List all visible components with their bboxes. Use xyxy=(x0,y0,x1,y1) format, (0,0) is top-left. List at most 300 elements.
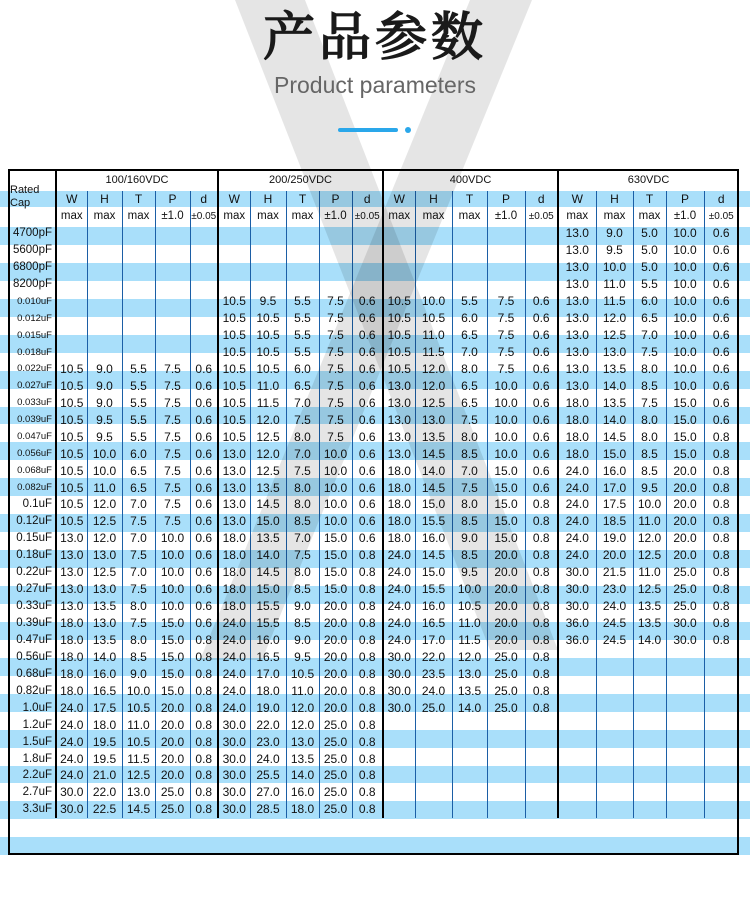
dimension-cell: 18.0 xyxy=(218,530,250,547)
dimension-cell: 0.8 xyxy=(704,615,738,632)
dimension-cell: 7.5 xyxy=(155,479,190,496)
dimension-cell: 30.0 xyxy=(218,750,250,767)
dimension-cell: 20.0 xyxy=(155,699,190,716)
dimension-cell xyxy=(190,344,218,361)
dimension-cell: 0.6 xyxy=(525,310,558,327)
dimension-cell: 0.8 xyxy=(525,615,558,632)
dimension-cell: 7.5 xyxy=(319,344,352,361)
dimension-cell xyxy=(452,276,487,293)
dimension-cell: 10.0 xyxy=(666,259,704,276)
tolerance-label: max xyxy=(218,207,250,225)
capacitor-spec-table xyxy=(8,169,738,818)
dimension-cell: 15.0 xyxy=(155,648,190,665)
decorative-bar xyxy=(338,128,398,132)
dimension-cell: 6.5 xyxy=(452,377,487,394)
dimension-label: W xyxy=(56,191,87,207)
dimension-cell: 24.0 xyxy=(56,699,87,716)
dimension-cell: 0.6 xyxy=(352,411,383,428)
dimension-cell: 5.5 xyxy=(286,293,319,310)
dimension-cell: 15.0 xyxy=(250,581,286,598)
table-row xyxy=(8,479,738,496)
dimension-cell xyxy=(558,801,596,818)
dimension-cell: 0.8 xyxy=(525,665,558,682)
rated-cap-cell: 0.010uF xyxy=(17,295,52,307)
dimension-cell: 10.5 xyxy=(56,479,87,496)
dimension-cell: 27.0 xyxy=(250,784,286,801)
dimension-cell: 0.6 xyxy=(704,225,738,242)
dimension-cell xyxy=(250,242,286,259)
dimension-cell: 10.5 xyxy=(122,699,155,716)
dimension-cell: 25.0 xyxy=(319,784,352,801)
dimension-cell: 0.8 xyxy=(190,784,218,801)
dimension-cell xyxy=(122,225,155,242)
dimension-cell: 0.6 xyxy=(190,377,218,394)
dimension-cell: 15.5 xyxy=(250,615,286,632)
dimension-cell: 13.0 xyxy=(218,513,250,530)
dimension-cell: 12.0 xyxy=(415,361,452,378)
dimension-cell: 0.6 xyxy=(525,361,558,378)
dimension-cell: 10.5 xyxy=(383,327,415,344)
dimension-cell xyxy=(155,327,190,344)
dimension-cell: 30.0 xyxy=(383,699,415,716)
dimension-cell xyxy=(250,276,286,293)
dimension-cell: 12.5 xyxy=(122,767,155,784)
dimension-cell: 0.6 xyxy=(525,428,558,445)
dimension-cell xyxy=(633,750,666,767)
dimension-cell: 9.5 xyxy=(633,479,666,496)
dimension-cell: 0.8 xyxy=(704,598,738,615)
dimension-cell: 8.0 xyxy=(633,411,666,428)
dimension-cell xyxy=(56,344,87,361)
dimension-cell: 17.5 xyxy=(596,496,633,513)
dimension-cell: 8.0 xyxy=(286,479,319,496)
dimension-cell: 24.0 xyxy=(218,632,250,649)
dimension-cell: 24.0 xyxy=(558,479,596,496)
dimension-cell: 8.0 xyxy=(633,428,666,445)
dimension-cell: 25.0 xyxy=(155,801,190,818)
dimension-cell: 25.0 xyxy=(319,750,352,767)
dimension-cell: 0.6 xyxy=(352,293,383,310)
dimension-cell: 7.5 xyxy=(487,344,525,361)
dimension-cell: 13.5 xyxy=(415,428,452,445)
dimension-cell xyxy=(250,259,286,276)
dimension-cell: 7.5 xyxy=(122,513,155,530)
dimension-cell: 13.0 xyxy=(558,310,596,327)
dimension-cell: 0.8 xyxy=(190,750,218,767)
dimension-cell: 10.5 xyxy=(218,377,250,394)
dimension-cell: 11.5 xyxy=(596,293,633,310)
dimension-cell: 30.0 xyxy=(56,801,87,818)
dimension-cell: 13.0 xyxy=(286,733,319,750)
rated-cap-header: Rated Cap xyxy=(10,184,40,209)
dimension-cell xyxy=(415,801,452,818)
dimension-cell: 0.8 xyxy=(352,665,383,682)
dimension-cell: 5.5 xyxy=(122,428,155,445)
dimension-cell: 15.0 xyxy=(319,547,352,564)
dimension-cell: 0.6 xyxy=(190,564,218,581)
dimension-cell: 5.5 xyxy=(122,361,155,378)
dimension-cell: 15.0 xyxy=(155,632,190,649)
dimension-cell xyxy=(122,276,155,293)
dimension-cell: 0.8 xyxy=(352,716,383,733)
dimension-cell: 10.5 xyxy=(383,293,415,310)
dimension-cell xyxy=(190,327,218,344)
dimension-cell: 7.5 xyxy=(155,462,190,479)
dimension-cell: 13.5 xyxy=(633,598,666,615)
dimension-cell: 0.8 xyxy=(190,716,218,733)
dimension-cell: 25.0 xyxy=(319,733,352,750)
dimension-header-row xyxy=(8,191,738,207)
dimension-label: W xyxy=(383,191,415,207)
dimension-cell xyxy=(415,716,452,733)
dimension-cell: 36.0 xyxy=(558,615,596,632)
dimension-cell: 10.0 xyxy=(155,530,190,547)
dimension-cell: 0.6 xyxy=(190,598,218,615)
dimension-cell: 12.5 xyxy=(87,564,122,581)
tolerance-label: ±1.0 xyxy=(319,207,352,225)
dimension-cell xyxy=(319,242,352,259)
dimension-cell: 18.0 xyxy=(383,479,415,496)
dimension-cell xyxy=(633,665,666,682)
tolerance-label: ±0.05 xyxy=(525,207,558,225)
dimension-cell xyxy=(155,242,190,259)
dimension-cell: 10.5 xyxy=(250,310,286,327)
tolerance-label: max xyxy=(558,207,596,225)
dimension-cell: 24.0 xyxy=(218,682,250,699)
dimension-cell: 0.6 xyxy=(190,428,218,445)
dimension-cell: 20.0 xyxy=(596,547,633,564)
dimension-cell: 20.0 xyxy=(319,615,352,632)
dimension-cell: 24.0 xyxy=(558,547,596,564)
rated-cap-cell: 0.033uF xyxy=(17,397,52,409)
dimension-cell: 15.0 xyxy=(415,564,452,581)
dimension-cell: 10.5 xyxy=(415,310,452,327)
dimension-cell: 20.0 xyxy=(487,547,525,564)
dimension-cell xyxy=(558,716,596,733)
dimension-cell: 0.8 xyxy=(352,801,383,818)
dimension-cell: 0.6 xyxy=(704,259,738,276)
dimension-cell: 7.5 xyxy=(487,293,525,310)
dimension-cell: 24.0 xyxy=(218,665,250,682)
dimension-cell: 10.0 xyxy=(155,547,190,564)
dimension-cell: 10.0 xyxy=(155,598,190,615)
dimension-cell: 13.0 xyxy=(415,411,452,428)
dimension-cell: 0.6 xyxy=(352,462,383,479)
dimension-cell: 10.0 xyxy=(319,496,352,513)
dimension-cell: 14.0 xyxy=(633,632,666,649)
dimension-cell: 25.0 xyxy=(487,699,525,716)
dimension-cell: 13.0 xyxy=(87,581,122,598)
dimension-cell: 14.0 xyxy=(415,462,452,479)
page-title: 产品参数 xyxy=(262,8,487,68)
dimension-cell: 6.0 xyxy=(452,310,487,327)
dimension-cell xyxy=(250,225,286,242)
dimension-cell: 24.0 xyxy=(558,530,596,547)
dimension-cell xyxy=(596,716,633,733)
dimension-cell: 25.0 xyxy=(319,767,352,784)
dimension-cell xyxy=(286,225,319,242)
dimension-cell: 17.0 xyxy=(415,632,452,649)
dimension-cell xyxy=(415,784,452,801)
dimension-cell: 13.0 xyxy=(122,784,155,801)
dimension-cell: 18.0 xyxy=(218,547,250,564)
dimension-cell: 0.6 xyxy=(704,310,738,327)
dimension-cell xyxy=(525,242,558,259)
dimension-cell: 0.6 xyxy=(352,327,383,344)
dimension-cell: 15.5 xyxy=(250,598,286,615)
dimension-cell: 25.0 xyxy=(487,682,525,699)
dimension-cell: 13.5 xyxy=(633,615,666,632)
tolerance-label: max xyxy=(383,207,415,225)
group-header-row xyxy=(8,169,738,191)
dimension-cell: 24.0 xyxy=(56,733,87,750)
dimension-cell: 5.5 xyxy=(633,276,666,293)
dimension-cell: 14.5 xyxy=(415,547,452,564)
dimension-cell: 0.8 xyxy=(190,665,218,682)
dimension-cell: 7.5 xyxy=(122,615,155,632)
dimension-cell: 10.5 xyxy=(383,310,415,327)
dimension-cell: 7.5 xyxy=(633,344,666,361)
tolerance-label: ±1.0 xyxy=(666,207,704,225)
tolerance-label: max xyxy=(596,207,633,225)
dimension-cell: 25.0 xyxy=(319,801,352,818)
tolerance-label: ±1.0 xyxy=(487,207,525,225)
table-row xyxy=(8,513,738,530)
dimension-cell: 12.0 xyxy=(415,377,452,394)
dimension-cell: 22.5 xyxy=(87,801,122,818)
dimension-cell: 15.0 xyxy=(155,615,190,632)
dimension-cell: 5.5 xyxy=(452,293,487,310)
dimension-cell: 13.5 xyxy=(87,598,122,615)
dimension-cell: 0.8 xyxy=(525,513,558,530)
dimension-cell: 18.0 xyxy=(286,801,319,818)
dimension-cell: 0.8 xyxy=(704,445,738,462)
dimension-cell xyxy=(415,276,452,293)
dimension-label: P xyxy=(487,191,525,207)
dimension-cell xyxy=(415,225,452,242)
dimension-cell xyxy=(452,259,487,276)
dimension-cell: 0.8 xyxy=(352,598,383,615)
rated-cap-cell: 0.33uF xyxy=(16,600,52,613)
dimension-cell xyxy=(487,733,525,750)
dimension-cell: 0.6 xyxy=(190,513,218,530)
dimension-cell: 10.0 xyxy=(452,581,487,598)
dimension-cell: 0.6 xyxy=(525,394,558,411)
dimension-cell: 18.5 xyxy=(596,513,633,530)
dimension-cell: 0.6 xyxy=(525,327,558,344)
dimension-cell: 0.8 xyxy=(190,699,218,716)
dimension-cell: 13.5 xyxy=(250,530,286,547)
dimension-cell: 11.0 xyxy=(452,615,487,632)
dimension-cell: 0.6 xyxy=(704,361,738,378)
dimension-label: P xyxy=(319,191,352,207)
dimension-cell xyxy=(596,733,633,750)
dimension-cell: 0.6 xyxy=(190,462,218,479)
dimension-cell: 12.5 xyxy=(633,547,666,564)
dimension-cell: 0.6 xyxy=(352,377,383,394)
dimension-cell: 14.0 xyxy=(286,767,319,784)
dimension-cell: 7.5 xyxy=(319,377,352,394)
dimension-cell: 10.5 xyxy=(218,344,250,361)
dimension-cell: 13.5 xyxy=(596,361,633,378)
dimension-cell xyxy=(558,767,596,784)
dimension-cell: 12.0 xyxy=(87,496,122,513)
dimension-cell xyxy=(666,801,704,818)
dimension-cell: 7.0 xyxy=(286,530,319,547)
dimension-cell xyxy=(704,750,738,767)
table-row xyxy=(8,750,738,767)
dimension-cell: 10.5 xyxy=(250,327,286,344)
dimension-cell: 18.0 xyxy=(558,445,596,462)
dimension-cell: 11.0 xyxy=(286,682,319,699)
dimension-cell: 13.0 xyxy=(87,547,122,564)
dimension-cell: 7.5 xyxy=(452,479,487,496)
dimension-cell: 7.0 xyxy=(286,394,319,411)
tolerance-label: max xyxy=(452,207,487,225)
rated-cap-cell: 0.039uF xyxy=(17,414,52,426)
dimension-cell: 10.0 xyxy=(319,445,352,462)
dimension-cell xyxy=(452,242,487,259)
rated-cap-cell: 4700pF xyxy=(12,227,52,240)
table-row xyxy=(8,377,738,394)
dimension-cell xyxy=(218,276,250,293)
dimension-cell xyxy=(56,276,87,293)
dimension-cell xyxy=(487,750,525,767)
dimension-cell: 12.0 xyxy=(286,699,319,716)
dimension-cell xyxy=(633,767,666,784)
dimension-cell: 0.8 xyxy=(190,632,218,649)
tolerance-label: max xyxy=(56,207,87,225)
dimension-cell: 0.8 xyxy=(704,632,738,649)
dimension-cell: 30.0 xyxy=(383,648,415,665)
dimension-cell xyxy=(525,750,558,767)
dimension-cell: 22.0 xyxy=(415,648,452,665)
dimension-cell: 12.0 xyxy=(250,445,286,462)
dimension-label: T xyxy=(452,191,487,207)
dimension-cell: 8.5 xyxy=(286,513,319,530)
rated-cap-cell: 0.056uF xyxy=(17,448,52,460)
dimension-cell: 7.5 xyxy=(487,310,525,327)
dimension-cell: 30.0 xyxy=(218,801,250,818)
dimension-cell xyxy=(452,784,487,801)
dimension-cell: 12.5 xyxy=(415,394,452,411)
dimension-cell: 7.5 xyxy=(122,581,155,598)
dimension-cell: 13.0 xyxy=(56,581,87,598)
dimension-cell: 10.5 xyxy=(218,411,250,428)
dimension-cell: 16.0 xyxy=(87,665,122,682)
dimension-cell xyxy=(122,293,155,310)
dimension-cell xyxy=(596,648,633,665)
dimension-cell: 0.8 xyxy=(525,564,558,581)
dimension-cell: 21.5 xyxy=(596,564,633,581)
dimension-cell: 24.0 xyxy=(383,581,415,598)
dimension-cell: 0.6 xyxy=(704,377,738,394)
dimension-cell: 0.8 xyxy=(525,699,558,716)
dimension-cell: 23.0 xyxy=(596,581,633,598)
dimension-cell: 24.0 xyxy=(56,750,87,767)
dimension-cell: 0.8 xyxy=(352,750,383,767)
dimension-cell: 19.5 xyxy=(87,750,122,767)
dimension-cell: 19.0 xyxy=(596,530,633,547)
dimension-cell: 0.8 xyxy=(352,564,383,581)
dimension-cell: 13.0 xyxy=(383,411,415,428)
dimension-cell: 0.8 xyxy=(352,615,383,632)
dimension-cell: 13.0 xyxy=(383,445,415,462)
dimension-cell: 6.5 xyxy=(452,394,487,411)
dimension-cell: 10.0 xyxy=(666,310,704,327)
dimension-cell xyxy=(286,276,319,293)
dimension-cell xyxy=(218,225,250,242)
dimension-cell: 10.5 xyxy=(383,361,415,378)
dimension-cell xyxy=(558,682,596,699)
dimension-cell: 25.5 xyxy=(250,767,286,784)
dimension-cell: 7.5 xyxy=(452,411,487,428)
dimension-cell: 30.0 xyxy=(218,784,250,801)
dimension-cell: 12.0 xyxy=(633,530,666,547)
dimension-cell xyxy=(666,682,704,699)
dimension-cell: 15.0 xyxy=(319,581,352,598)
table-row xyxy=(8,716,738,733)
dimension-cell: 10.5 xyxy=(452,598,487,615)
rated-cap-cell: 0.082uF xyxy=(17,482,52,494)
dimension-cell xyxy=(286,242,319,259)
dimension-cell xyxy=(383,225,415,242)
table-row xyxy=(8,327,738,344)
dimension-cell: 10.5 xyxy=(250,361,286,378)
dimension-cell: 19.0 xyxy=(250,699,286,716)
dimension-cell: 15.0 xyxy=(487,530,525,547)
dimension-cell xyxy=(122,327,155,344)
dimension-cell xyxy=(525,716,558,733)
dimension-cell: 18.0 xyxy=(87,716,122,733)
dimension-cell: 8.0 xyxy=(286,496,319,513)
dimension-cell: 8.5 xyxy=(122,648,155,665)
dimension-cell: 13.0 xyxy=(383,394,415,411)
dimension-cell: 0.8 xyxy=(190,682,218,699)
dimension-cell: 8.0 xyxy=(633,361,666,378)
rated-cap-cell: 0.15uF xyxy=(16,532,52,545)
dimension-cell xyxy=(352,276,383,293)
dimension-cell: 25.0 xyxy=(666,564,704,581)
dimension-cell: 7.5 xyxy=(155,428,190,445)
dimension-label: H xyxy=(87,191,122,207)
dimension-cell xyxy=(122,344,155,361)
dimension-cell: 8.0 xyxy=(452,361,487,378)
dimension-cell: 7.5 xyxy=(319,310,352,327)
dimension-cell xyxy=(87,276,122,293)
dimension-cell: 7.0 xyxy=(452,462,487,479)
dimension-cell: 10.0 xyxy=(487,377,525,394)
dimension-cell: 6.5 xyxy=(122,462,155,479)
dimension-cell: 0.8 xyxy=(525,581,558,598)
dimension-cell: 0.8 xyxy=(190,648,218,665)
dimension-cell: 0.6 xyxy=(352,310,383,327)
dimension-cell xyxy=(525,767,558,784)
dimension-cell xyxy=(666,767,704,784)
table-row xyxy=(8,310,738,327)
dimension-cell: 30.0 xyxy=(218,733,250,750)
dimension-cell: 20.0 xyxy=(319,699,352,716)
dimension-cell: 0.8 xyxy=(704,496,738,513)
dimension-cell: 18.0 xyxy=(558,394,596,411)
dimension-cell: 18.0 xyxy=(218,598,250,615)
dimension-cell: 0.6 xyxy=(190,547,218,564)
voltage-group-header: 400VDC xyxy=(383,169,558,191)
dimension-cell: 36.0 xyxy=(558,632,596,649)
dimension-cell xyxy=(415,242,452,259)
dimension-cell: 18.0 xyxy=(56,682,87,699)
dimension-cell xyxy=(704,733,738,750)
